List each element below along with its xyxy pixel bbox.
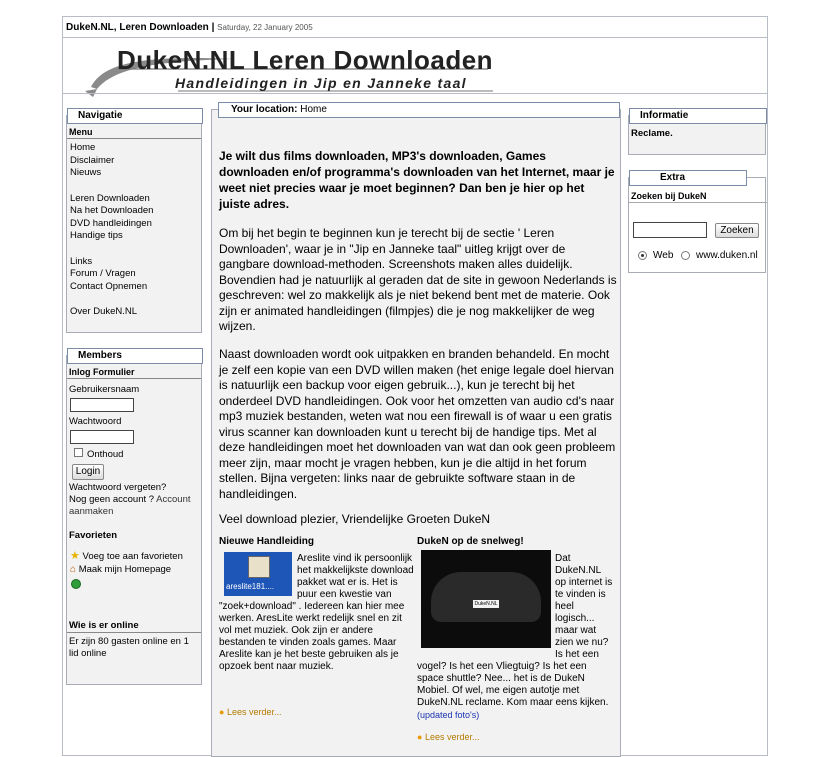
members-box <box>66 350 202 685</box>
news-left-text: Areslite vind ik persoonlijk het makkelijkste download pakket wat er is. Het is puur een kwestie van "zoek+download" . Iedereen kan hier mee werken. AresLite werkt redelijk snel en zit vol met muziek. Ook zijn er andere bestanden te vinden zoals games. Maar Areslite kan je het beste gebruiken als je opzoek bent naar muziek. <box>219 553 414 672</box>
paragraph-1: Om bij het begin te beginnen kun je terecht bij de sectie ' Leren Downloaden', waar je in "Jip en Janneke taal" uitleg krijgt over de gangbare download-methoden. Screenshots maken alles duidelijk. Bovendien had je natuurlijk al geraden dat de site in gewoon Nederlands is geschreven: wel zo makkelijk als je niet bekend bent met de materie. Ook zijn er animated handleidingen (filmpjes) die je nog makkelijker de weg wijzen. <box>219 226 617 333</box>
extra-heading: Extra <box>629 170 747 186</box>
nav-handige-tips[interactable]: Handige tips <box>70 230 123 241</box>
extra-box <box>628 172 766 273</box>
star-icon: ★ <box>70 550 80 562</box>
navigation-heading: Navigatie <box>67 108 203 124</box>
news-right-text: Dat DukeN.NL op internet is te vinden is heel logisch... maar wat zien we nu? Is het een vogel? Is het een Vliegtuig? Is het een space shuttle? Nee... het is de DukeN Mobiel. Of wel, me eigen autotje met DukeN.NL reclame. Kom maar eens kijken. (updated foto's) <box>417 553 613 720</box>
password-input[interactable] <box>70 430 134 444</box>
top-bar <box>63 17 767 38</box>
nav-links[interactable]: Links <box>70 255 93 267</box>
homepage-link[interactable] <box>70 564 171 575</box>
online-text: Er zijn 80 gasten online en 1 lid online <box>69 636 189 659</box>
bullet-icon: ● <box>219 707 225 717</box>
info-box <box>628 110 766 155</box>
radio-site[interactable] <box>681 251 690 260</box>
password-label: Wachtwoord <box>69 416 122 427</box>
breadcrumb <box>218 102 620 118</box>
search-label: Zoeken bij DukeN <box>629 190 767 203</box>
search-input[interactable] <box>633 222 707 238</box>
nav-dvd-handleidingen[interactable]: DVD handleidingen <box>70 217 152 229</box>
remember-checkbox[interactable] <box>74 448 83 457</box>
add-favorite-label: Voeg toe aan favorieten <box>82 551 183 562</box>
homepage-label: Maak mijn Homepage <box>78 564 172 575</box>
menu-label: Menu <box>67 126 201 139</box>
radio-web-label: Web <box>653 250 674 261</box>
radio-web[interactable] <box>638 251 647 260</box>
news-right-title[interactable]: DukeN op de snelweg! <box>417 536 524 547</box>
greeting: Veel download plezier, Vriendelijke Groeten DukeN <box>219 512 491 526</box>
separator: | <box>211 22 215 33</box>
site-name[interactable]: DukeN.NL, Leren Downloaden <box>66 22 209 33</box>
online-label: Wie is er online <box>69 620 139 631</box>
register-link[interactable]: Account aanmaken <box>69 494 191 517</box>
location-label: Your location: <box>231 104 298 115</box>
news-left-more[interactable]: ● Lees verder... <box>219 707 282 717</box>
current-date: Saturday, 22 January 2005 <box>217 23 313 32</box>
page-frame <box>62 16 768 756</box>
bullet-icon: ● <box>417 732 423 742</box>
intro-text: Je wilt dus films downloaden, MP3's downloaden, Games downloaden en/of programma's downloaden van het Internet, maar je weet niet precies waar je moet beginnen? Dan ben je hier op het juiste adres. <box>219 149 615 211</box>
nav-forum[interactable]: Forum / Vragen <box>70 268 136 279</box>
paragraph-2: Naast downloaden wordt ook uitpakken en branden behandeld. En mocht je zelf een kopie van een DVD willen maken (het enige legale doel hiervan is natuurlijk een backup voor eigen gebruik...), kun je terecht bij het onderdeel DVD handleidingen. Ook voor het omzetten van audio cd's naar mp3 muziek bestanden, weten wat nou een firewall is of waar u een gratis virus scanner kan downloaden kunt u terecht bij de handige tips. Met al deze handleidingen moet het downloaden van wat dan ook geen probleem meer zijn, maar mocht je vragen hebben, kun je die altijd in het forum stellen. Bijna vergeten: links naar de gebruikte software staan in de handleidingen. <box>219 347 616 501</box>
nav-nieuws[interactable]: Nieuws <box>70 167 102 178</box>
home-icon: ⌂ <box>70 564 77 575</box>
nav-disclaimer[interactable]: Disclaimer <box>70 154 115 166</box>
nav-home[interactable]: Home <box>70 142 96 153</box>
navigation-box <box>66 110 202 333</box>
nav-na-het-downloaden[interactable]: Na het Downloaden <box>70 205 154 216</box>
header-divider <box>63 93 767 94</box>
nav-over[interactable]: Over DukeN.NL <box>70 306 138 317</box>
username-input[interactable] <box>70 398 134 412</box>
news-left-title[interactable]: Nieuwe Handleiding <box>219 536 315 547</box>
nav-leren-downloaden[interactable]: Leren Downloaden <box>70 192 150 204</box>
favorites-label: Favorieten <box>69 530 118 541</box>
nav-contact[interactable]: Contact Opnemen <box>70 280 148 292</box>
members-heading: Members <box>67 348 203 364</box>
updated-photos-link[interactable]: (updated foto's) <box>417 710 480 720</box>
logo-title: DukeN.NL Leren Downloaden <box>117 45 494 75</box>
radio-site-label: www.duken.nl <box>696 250 758 261</box>
info-text: Reclame. <box>631 128 673 139</box>
remember-label: Onthoud <box>87 449 124 460</box>
location-value[interactable]: Home <box>300 104 327 115</box>
no-account-text: Nog geen account ? <box>69 494 155 505</box>
refresh-icon[interactable] <box>71 579 81 589</box>
info-heading: Informatie <box>629 108 767 124</box>
logo-slogan: Handleidingen in Jip en Janneke taal <box>175 75 467 91</box>
site-logo[interactable] <box>83 45 503 105</box>
news-right-more[interactable]: ● Lees verder... <box>417 732 480 742</box>
thumbnail-caption: areslite181.... <box>226 582 275 591</box>
username-label: Gebruikersnaam <box>69 384 140 395</box>
login-button[interactable]: Login <box>72 464 104 480</box>
add-favorite-link[interactable] <box>70 549 183 562</box>
forgot-password-link[interactable]: Wachtwoord vergeten? <box>69 482 167 493</box>
search-button[interactable]: Zoeken <box>715 223 759 238</box>
main-content <box>211 104 621 757</box>
login-form-label: Inlog Formulier <box>67 366 201 379</box>
license-plate: DukeN.NL <box>474 601 498 607</box>
